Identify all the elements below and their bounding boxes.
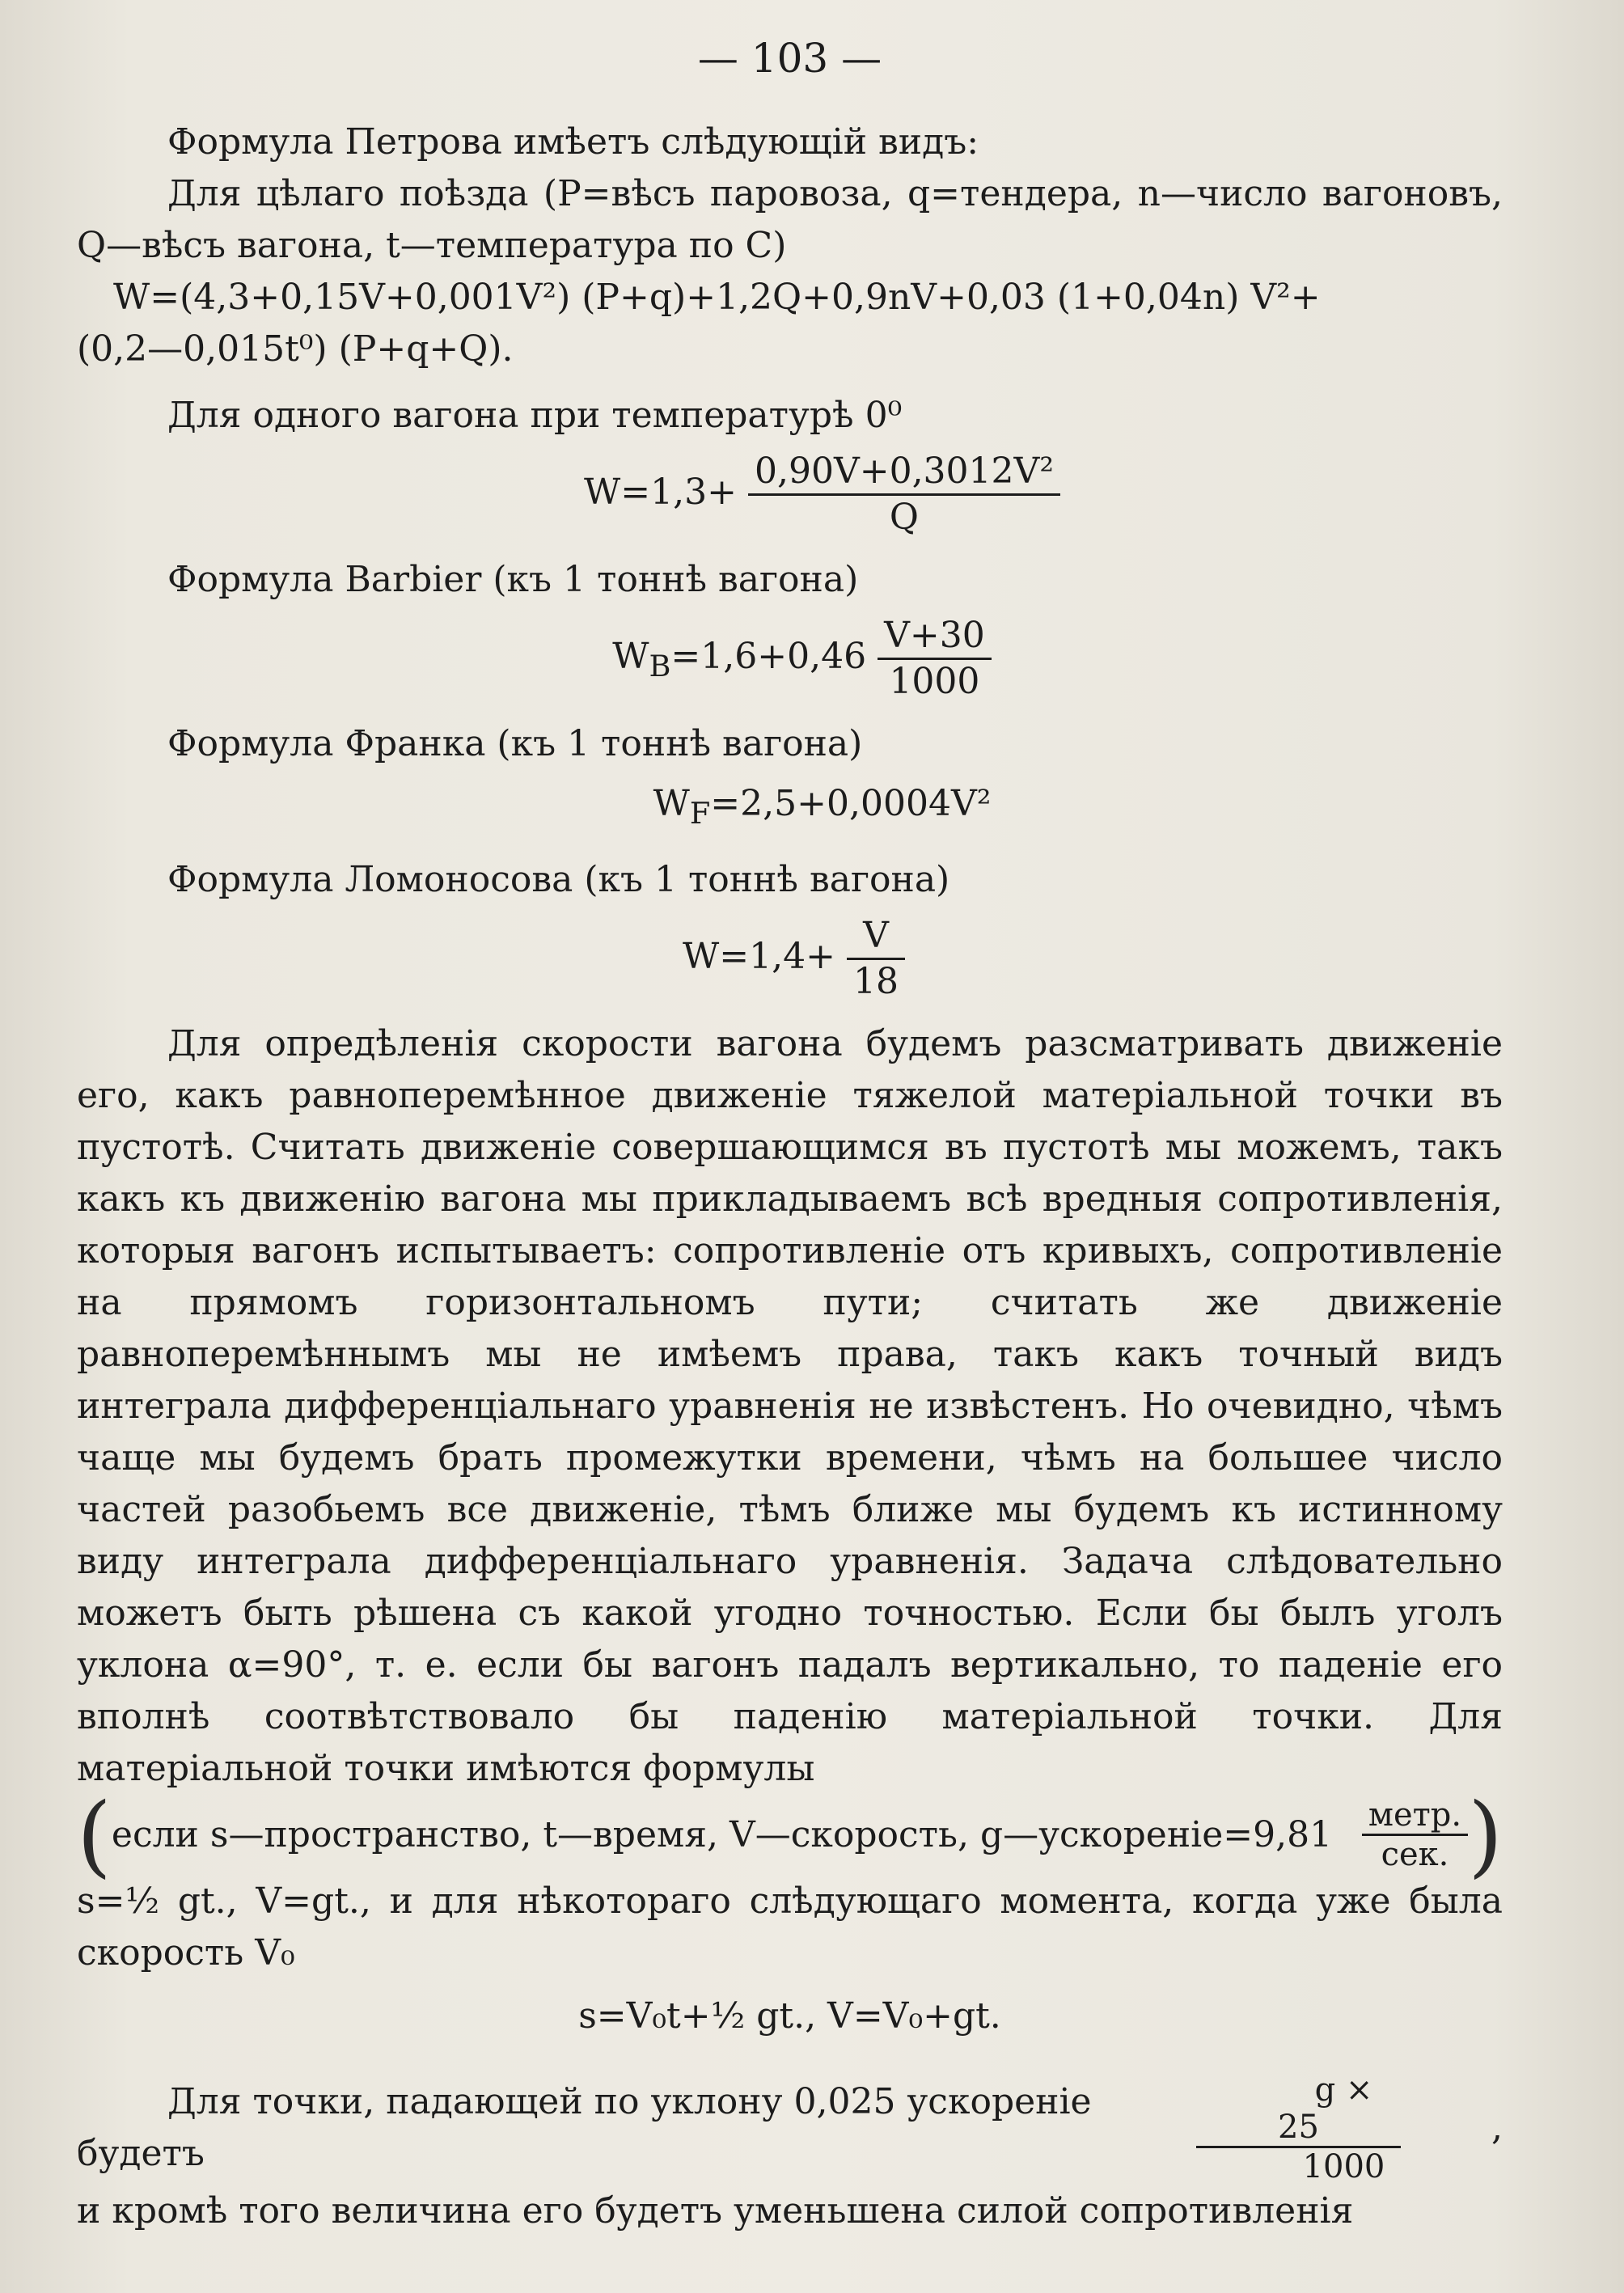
formula-frank-subscript: F xyxy=(689,795,711,831)
formula-single-wagon xyxy=(142,450,1503,539)
intro-petrov: Формула Петрова имѣетъ слѣдующій видъ: xyxy=(167,121,979,163)
fraction-denominator: 1000 xyxy=(889,661,980,702)
formula-single-wagon-left: W=1,3+ xyxy=(584,472,737,513)
formula-motion: s=V₀t+½ gt., V=V₀+gt. xyxy=(578,1995,1001,2037)
slope-fraction xyxy=(1196,2071,1401,2185)
fraction-numerator: V+30 xyxy=(878,614,992,660)
fraction-denominator: сек. xyxy=(1381,1836,1449,1874)
fraction-numerator: 0,90V+0,3012V² xyxy=(748,450,1060,496)
last-line: и кромѣ того величина его будетъ уменьшена силой сопротивленія xyxy=(77,2189,1354,2232)
formula-barbier-mid: =1,6+0,46 xyxy=(670,636,867,677)
left-parenthesis: ( xyxy=(77,1783,112,1887)
frank-intro: Формула Франка (къ 1 тоннѣ вагона) xyxy=(167,723,863,764)
page-number: — 103 — xyxy=(697,35,882,82)
formula-barbier xyxy=(101,614,1503,704)
lomonosov-intro: Формула Ломоносова (къ 1 тоннѣ вагона) xyxy=(167,858,950,900)
formula-frank-rest: =2,5+0,0004V² xyxy=(710,783,992,824)
slope-sentence xyxy=(77,2071,1503,2185)
formula-barbier-subscript: B xyxy=(649,648,671,683)
single-wagon-intro: Для одного вагона при температурѣ 0⁰ xyxy=(167,395,903,436)
formula-barbier-w: W xyxy=(612,636,649,677)
train-formula-line-2: (0,2—0,015t⁰) (P+q+Q). xyxy=(77,328,514,370)
slope-text: Для точки, падающей по уклону 0,025 ускореніе будетъ xyxy=(77,2081,1092,2175)
slope-comma: , xyxy=(1491,2107,1503,2149)
train-definition: Для цѣлаго поѣзда (P=вѣсъ паровоза, q=тендера, n—число вагоновъ, Q—вѣсъ вагона, t—температура по С) xyxy=(77,173,1503,266)
right-parenthesis: ) xyxy=(1468,1783,1503,1887)
formula-lomonosov xyxy=(85,914,1503,1004)
fraction-denominator: 18 xyxy=(852,960,899,1002)
formula-single-wagon-fraction xyxy=(748,450,1060,539)
units-fraction xyxy=(1362,1796,1468,1873)
formula-barbier-fraction xyxy=(878,614,992,704)
fraction-denominator: 1000 xyxy=(1302,2147,1385,2185)
fraction-denominator: Q xyxy=(889,497,919,538)
free-fall-formulas: s=½ gt., V=gt., и для нѣкотораго слѣдующаго момента, когда уже была скорость V₀ xyxy=(77,1880,1503,1974)
fraction-numerator: метр. xyxy=(1362,1796,1468,1836)
parenthetical-definitions xyxy=(77,1783,1503,1887)
train-formula-line-1: W=(4,3+0,15V+0,001V²) (P+q)+1,2Q+0,9nV+0,03 (1+0,04n) V²+ xyxy=(113,277,1321,318)
formula-frank xyxy=(142,778,1503,840)
formula-frank-w: W xyxy=(653,783,690,824)
main-paragraph: Для опредѣленія скорости вагона будемъ разсматривать движеніе его, какъ равноперемѣнное движеніе тяжелой матеріальной точки въ пустотѣ. Считать движеніе совершающимся въ пустотѣ мы можемъ, такъ какъ къ движенію вагона мы прикладываемъ всѣ вредныя сопротивленія, которыя вагонъ испытываетъ: сопротивленіе отъ кривыхъ, сопротивленіе на прямомъ горизонтальномъ пути; считать же движеніе равноперемѣннымъ мы не имѣемъ права, такъ какъ точный видъ интеграла дифференціальнаго уравненія не извѣстенъ. Но очевидно, чѣмъ чаще мы будемъ брать промежутки времени, чѣмъ на большее число частей разобьемъ все движеніе, тѣмъ ближе мы будемъ къ истинному виду интеграла дифференціальнаго уравненія. Задача слѣдовательно можетъ быть рѣшена съ какой угодно точностью. Если бы былъ уголъ уклона α=90°, т. е. если бы вагонъ падалъ вертикально, то паденіе его вполнѣ соотвѣтствовало бы паденію матеріальной точки. Для матеріальной точки имѣются формулы xyxy=(77,1022,1503,1789)
parenthetical-text: если s—пространство, t—время, V—скорость, g—ускореніе=9,81 xyxy=(111,1813,1333,1855)
formula-lomonosov-left: W=1,4+ xyxy=(683,935,835,977)
fraction-numerator: V xyxy=(847,914,905,960)
barbier-intro: Формула Barbier (къ 1 тоннѣ вагона) xyxy=(167,559,859,600)
fraction-numerator: g × 25 xyxy=(1196,2071,1401,2148)
formula-lomonosov-fraction xyxy=(847,914,905,1004)
parenthetical-body xyxy=(112,1796,1468,1873)
